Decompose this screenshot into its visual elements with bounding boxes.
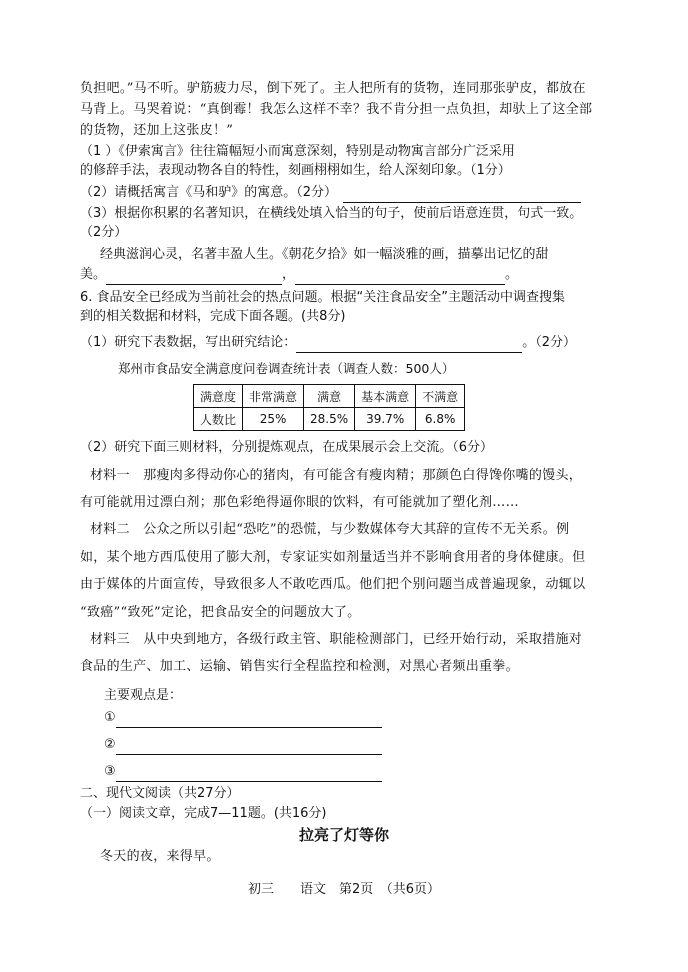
table-cell: 25% xyxy=(243,408,304,431)
header-cell: 满意度 xyxy=(194,385,243,408)
answer-line[interactable] xyxy=(295,270,505,285)
question-3-line-1: （3）根据你积累的名著知识，在横线处填入恰当的句子，使前后语意连贯，句式一致。 xyxy=(80,206,583,221)
header-cell: 满意 xyxy=(304,385,355,408)
viewpoint-3 xyxy=(104,762,644,782)
answer-line[interactable] xyxy=(296,338,522,353)
question-2 xyxy=(80,183,620,203)
answer-line[interactable] xyxy=(116,767,382,782)
table-header-row xyxy=(194,385,465,408)
header-cell: 基本满意 xyxy=(355,385,416,408)
material-2-line-2: 如，某个地方西瓜使用了膨大剂，专家证实如剂量适当并不影响食用者的身体健康。但 xyxy=(80,550,586,565)
table-cell: 39.7% xyxy=(355,408,416,431)
table-row xyxy=(194,408,465,431)
article-first-line: 冬天的夜，来得早。 xyxy=(100,849,220,864)
survey-table xyxy=(193,384,465,431)
question-2-text: （2）请概括寓言《马和驴》的寓意。（2分） xyxy=(80,185,338,200)
answer-line[interactable] xyxy=(116,740,382,755)
answer-line[interactable] xyxy=(116,713,382,728)
viewpoint-1 xyxy=(104,708,644,728)
fable-line-3: 的货物，还加上这张皮！” xyxy=(80,123,234,138)
viewpoint-2 xyxy=(104,735,644,755)
material-2-line-1: 材料二 公众之所以引起“恐吃”的恐慌，与少数媒体夸大其辞的宣传不无关系。例 xyxy=(90,522,570,537)
question-3-prefix: 美。 xyxy=(80,267,107,282)
sub-1-points: 。（2分） xyxy=(522,335,577,350)
material-1-line-2: 有可能就用过漂白剂；那色彩绝得逼你眼的饮料，有可能就加了塑化剂…… xyxy=(80,495,519,510)
circled-number: ③ xyxy=(104,764,116,779)
table-title: 郑州市食品安全满意度问卷调查统计表（调查人数：500人） xyxy=(118,361,455,376)
table-cell: 人数比 xyxy=(194,408,243,431)
answer-line[interactable] xyxy=(343,188,581,203)
circled-number: ① xyxy=(104,710,116,725)
question-6-sub-1 xyxy=(80,333,620,353)
comma: ， xyxy=(282,267,296,282)
period: 。 xyxy=(505,267,519,282)
answer-line[interactable] xyxy=(106,270,282,285)
table-cell: 28.5% xyxy=(304,408,355,431)
fable-line-1: 负担吧。”马不听。驴筋疲力尽，倒下死了。主人把所有的货物，连同那张驴皮，都放在 xyxy=(80,81,586,96)
question-6-line-2: 到的相关数据和材料，完成下面各题。(共8分) xyxy=(80,309,346,324)
section-2-heading: 二、现代文阅读（共27分） xyxy=(80,786,240,801)
material-2-line-4: “致癌”“致死”定论，把食品安全的问题放大了。 xyxy=(80,605,361,620)
question-1-line-2: 的修辞手法，表现动物各自的特性，刻画栩栩如生，给人深刻印象。（1分） xyxy=(80,163,511,178)
material-2-line-3: 由于媒体的片面宣传，导致很多人不敢吃西瓜。他们把个别问题当成普遍现象，动辄以 xyxy=(80,577,586,592)
circled-number: ② xyxy=(104,737,116,752)
header-cell: 非常满意 xyxy=(243,385,304,408)
question-3-line-4 xyxy=(80,265,620,285)
viewpoints-label: 主要观点是： xyxy=(104,688,183,703)
header-cell: 不满意 xyxy=(416,385,465,408)
material-3-line-2: 食品的生产、加工、运输、销售实行全程监控和检测，对黑心者频出重拳。 xyxy=(80,659,519,674)
question-3-line-2: （2分） xyxy=(80,225,128,240)
article-title: 拉亮了灯等你 xyxy=(298,826,389,844)
fable-line-2: 马背上。马哭着说：“真倒霉！我怎么这样不幸？我不肯分担一点负担，却驮上了这全部 xyxy=(80,102,593,117)
material-1-line-1: 材料一 那瘦肉多得动你心的猪肉，有可能含有瘦肉精；那颜色白得馋你嘴的馒头， xyxy=(90,468,583,483)
material-3-line-1: 材料三 从中央到地方，各级行政主管、职能检测部门，已经开始行动，采取措施对 xyxy=(90,632,583,647)
question-6-line-1: 6. 食品安全已经成为当前社会的热点问题。根据“关注食品安全”主题活动中调查搜集 xyxy=(80,290,566,305)
question-3-line-3: 经典滋润心灵，名著丰盈人生。《朝花夕拾》如一幅淡雅的画，描摹出记忆的甜 xyxy=(100,247,549,262)
table-cell: 6.8% xyxy=(416,408,465,431)
section-2-subheading: （一）阅读文章，完成7—11题。(共16分) xyxy=(80,806,327,821)
page-footer: 初三 语文 第2页 （共6页） xyxy=(247,882,441,897)
sub-1-text: （1）研究下表数据，写出研究结论： xyxy=(80,335,297,350)
question-1-line-1: （1 ）《伊索寓言》往往篇幅短小而寓意深刻，特别是动物寓言部分广泛采用 xyxy=(80,144,515,159)
question-6-sub-2: （2）研究下面三则材料，分别提炼观点，在成果展示会上交流。（6分） xyxy=(80,440,494,455)
